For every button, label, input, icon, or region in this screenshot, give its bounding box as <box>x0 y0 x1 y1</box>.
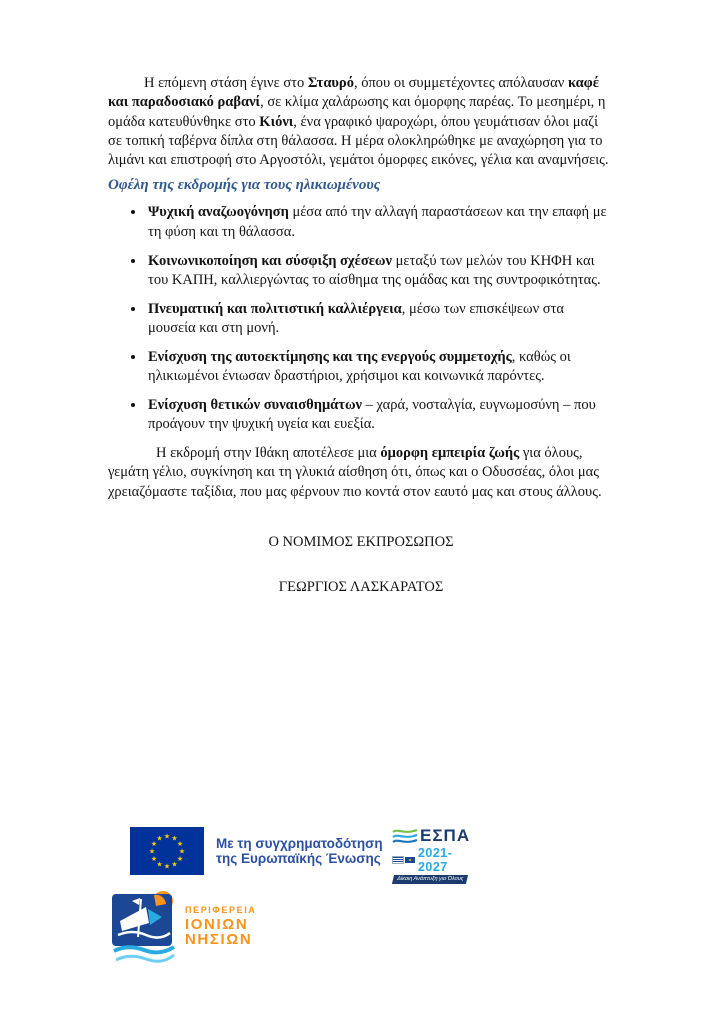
svg-text:★: ★ <box>176 840 184 848</box>
ionian-region-text <box>185 905 256 965</box>
text-run-bold: καφέ και παραδοσιακό ραβανί <box>108 75 599 111</box>
espa-wordmark: ΕΣΠΑ <box>420 826 471 845</box>
bullet-rest: , καθώς οι ηλικιωμένοι ένιωσαν δραστήριοι, χρήσιμοι και κοινωνικά παρόντες. <box>148 348 571 385</box>
espa-logo-top <box>392 826 482 846</box>
text-run: Η επόμενη στάση έγινε στο <box>144 75 308 91</box>
benefits-list <box>108 203 614 434</box>
list-item-psychological <box>146 203 614 242</box>
text-run: για όλους, γεμάτη γέλιο, συγκίνηση και τη γλυκιά αίσθηση ότι, όπως και ο Οδυσσέας, όλοι μας χρειαζόμαστε ταξίδια, που μας φέρνουν πιο κοντά στον εαυτό μας και στους άλλους. <box>108 444 602 500</box>
paragraph-trip <box>108 74 614 170</box>
svg-text:★: ★ <box>156 860 163 869</box>
list-item-positive-emotions <box>146 396 614 435</box>
bullet-lead-bold: Ενίσχυση της αυτοεκτίμησης και της ενεργούς συμμετοχής <box>148 348 512 365</box>
region-label: ΠΕΡΙΦΕΡΕΙΑ <box>185 905 257 915</box>
text-run: , σε κλίμα χαλάρωσης και όμορφης παρέας. Το μεσημέρι, η ομάδα κατευθύνθηκε στο <box>108 94 606 130</box>
espa-years: 2021-2027 <box>417 846 453 874</box>
bullet-rest: , μέσω των επισκέψεων στα μουσεία και στη μονή. <box>148 300 564 336</box>
list-item-self-esteem <box>146 348 614 387</box>
region-name-line2: ΝΗΣΙΩΝ <box>185 931 253 948</box>
text-run: , όπου οι συμμετέχοντες απόλαυσαν <box>353 75 568 91</box>
eu-flag-small-icon <box>405 857 415 863</box>
svg-text:★: ★ <box>150 855 158 863</box>
text-run: Η εκδρομή στην Ιθάκη αποτέλεσε μια <box>156 444 381 461</box>
svg-text:★: ★ <box>178 847 186 856</box>
espa-logo <box>392 826 482 884</box>
greek-flag-icon <box>392 856 404 864</box>
bullet-rest: μέσα από την αλλαγή παραστάσεων και την επαφή με τη φύση και τη θάλασσα. <box>148 204 607 240</box>
eu-cofunding-line1: Με τη συγχρηματοδότηση <box>216 835 383 851</box>
bullet-rest: μεταξύ των μελών του ΚΗΦΗ και του ΚΑΠΗ, καλλιεργώντας το αίσθημα της ομάδας και της συντροφικότητας. <box>148 252 601 288</box>
benefits-heading: Οφέλη της εκδρομής για τους ηλικιωμένους <box>108 177 381 194</box>
bullet-rest: – χαρά, νοσταλγία, ευγνωμοσύνη – που προάγουν την ψυχική υγεία και ευεξία. <box>148 396 596 433</box>
eu-flag-icon <box>130 827 204 875</box>
text-run-bold: Κιόνι <box>259 113 294 130</box>
svg-text:★: ★ <box>156 834 163 843</box>
text-run-bold: όμορφη εμπειρία ζωής <box>380 444 520 461</box>
eu-cofunding-line2: της Ευρωπαϊκής Ένωσης <box>216 851 381 866</box>
signature-name: ΓΕΩΡΓΙΟΣ ΛΑΣΚΑΡΑΤΟΣ <box>278 579 444 596</box>
eu-cofunding-text <box>216 836 383 867</box>
bullet-lead-bold: Ενίσχυση θετικών συναισθημάτων <box>148 396 363 413</box>
bullet-lead-bold: Ψυχική αναζωογόνηση <box>148 204 289 221</box>
svg-text:★: ★ <box>163 832 171 841</box>
svg-text:★: ★ <box>176 855 184 863</box>
bullet-lead-bold: Κοινωνικοποίηση και σύσφιξη σχέσεων <box>148 252 392 269</box>
svg-text:★: ★ <box>163 862 171 871</box>
text-run-bold: Σταυρό <box>307 75 354 91</box>
espa-logo-mid <box>392 846 482 874</box>
espa-tagline-banner: Δίκαιη Ανάπτυξη για Όλους <box>392 875 468 884</box>
eu-cofunding-logo <box>130 827 383 875</box>
sailboat-emblem-icon <box>112 891 176 965</box>
espa-waves-icon <box>392 828 418 844</box>
svg-text:★: ★ <box>171 834 178 843</box>
svg-text:★: ★ <box>171 860 178 869</box>
paragraph-closing <box>108 444 614 502</box>
signature-title: Ο ΝΟΜΙΜΟΣ ΕΚΠΡΟΣΩΠΟΣ <box>268 533 454 550</box>
bullet-lead-bold: Πνευματική και πολιτιστική καλλιέργεια <box>148 300 402 317</box>
list-item-cultural <box>146 300 614 339</box>
svg-text:★: ★ <box>148 847 156 856</box>
svg-text:★: ★ <box>150 840 158 848</box>
list-item-socialization <box>146 252 614 291</box>
ionian-region-logo <box>112 891 256 965</box>
region-name-line1: ΙΟΝΙΩΝ <box>185 916 249 933</box>
text-run: , ένα γραφικό ψαροχώρι, όπου γευμάτισαν όλοι μαζί σε τοπική ταβέρνα δίπλα στη θάλασσα. Η μέρα ολοκληρώθηκε με αναχώρηση για το λιμάνι και επιστροφή στο Αργοστόλι, γεμάτοι όμορφες εικόνες, γέλια και αναμνήσεις. <box>108 113 609 169</box>
